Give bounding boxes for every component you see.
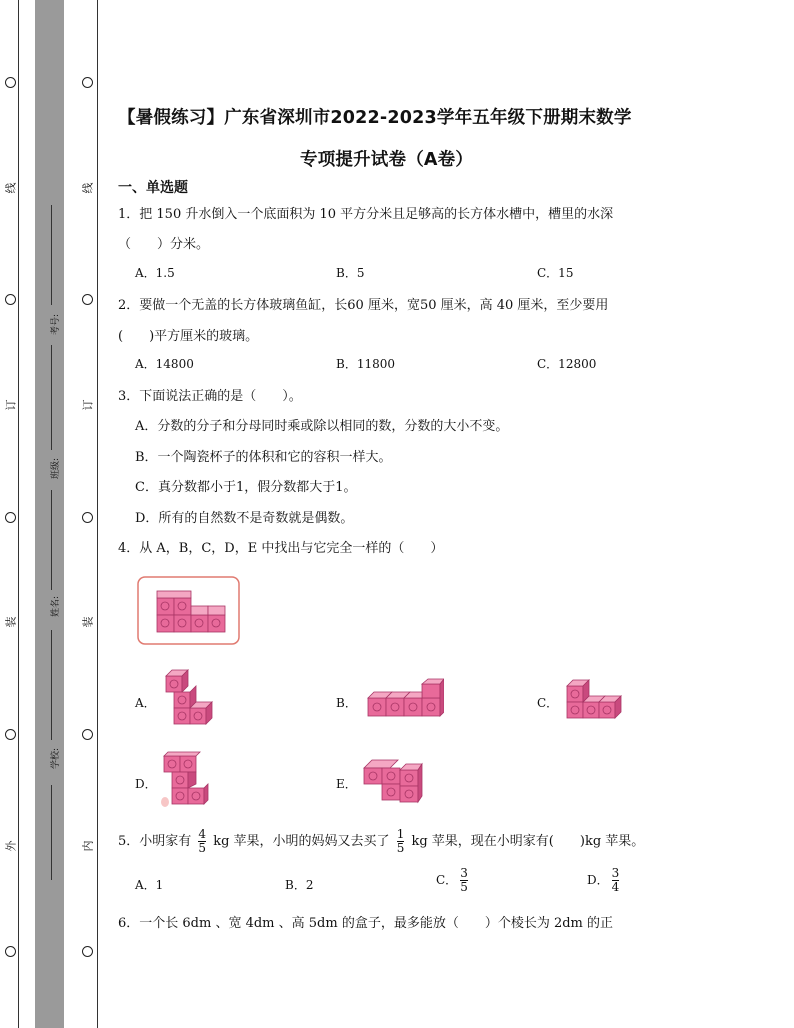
q3-option-a[interactable]: A．分数的分子和分母同时乘或除以相同的数，分数的大小不变。 bbox=[135, 419, 509, 434]
margin-char: 装 bbox=[4, 616, 18, 628]
q4-option-d[interactable]: D． bbox=[135, 777, 157, 791]
q4-option-a-figure bbox=[160, 668, 216, 730]
q5-optc-den: 5 bbox=[460, 880, 468, 894]
q5-option-a[interactable]: A．1 bbox=[135, 878, 164, 892]
q4-option-d-figure bbox=[158, 750, 214, 812]
section-heading: 一、单选题 bbox=[118, 180, 188, 196]
binding-hole bbox=[5, 77, 16, 88]
q5-optd-den: 4 bbox=[611, 880, 620, 894]
q1-option-a[interactable]: A．1.5 bbox=[135, 266, 175, 280]
binding-hole bbox=[5, 294, 16, 305]
page-subtitle: 专项提升试卷（A卷） bbox=[300, 150, 474, 170]
q4-option-c[interactable]: C． bbox=[537, 696, 559, 710]
binding-hole bbox=[82, 512, 93, 523]
margin-line-left bbox=[18, 0, 19, 1028]
q5-part1: 5．小明家有 bbox=[118, 834, 192, 849]
margin-char: 订 bbox=[4, 399, 18, 411]
q5-option-c-fraction bbox=[460, 867, 468, 894]
q4-option-b[interactable]: B． bbox=[336, 696, 357, 710]
margin-line-right bbox=[97, 0, 98, 1028]
q5-optc-num: 3 bbox=[460, 866, 468, 880]
question-1-text-cont: （ ）分米。 bbox=[118, 237, 210, 252]
field-line bbox=[51, 630, 52, 740]
question-5-text bbox=[118, 827, 644, 857]
question-2-text: 2．要做一个无盖的长方体玻璃鱼缸，长60 厘米，宽50 厘米，高 40 厘米，至少要用 bbox=[118, 298, 609, 313]
q4-option-e-figure bbox=[362, 756, 424, 806]
q5-frac2-den: 5 bbox=[396, 841, 405, 855]
q5-option-d-label: D． bbox=[587, 873, 609, 887]
field-exam-number: 考号: bbox=[51, 313, 62, 336]
q5-frac2-num: 1 bbox=[396, 827, 405, 841]
q5-option-d[interactable] bbox=[587, 865, 622, 895]
question-2-text-cont: ( )平方厘米的玻璃。 bbox=[118, 329, 259, 344]
q2-option-a[interactable]: A．14800 bbox=[135, 357, 194, 371]
q4-reference-figure bbox=[137, 576, 241, 646]
q5-fraction-1 bbox=[198, 828, 206, 855]
q5-option-c-label: C． bbox=[436, 873, 458, 887]
question-1-text: 1．把 150 升水倒入一个底面积为 10 平方分米且足够高的长方体水槽中，槽里的水深 bbox=[118, 207, 614, 222]
q4-option-e[interactable]: E． bbox=[336, 777, 357, 791]
binding-hole bbox=[82, 294, 93, 305]
q1-option-c[interactable]: C．15 bbox=[537, 266, 574, 280]
field-school: 学校: bbox=[51, 747, 62, 770]
margin-char: 外 bbox=[4, 840, 18, 852]
q2-option-c[interactable]: C．12800 bbox=[537, 357, 597, 371]
question-6-text: 6．一个长 6dm 、宽 4dm 、高 5dm 的盒子，最多能放（ ）个棱长为 2dm 的正 bbox=[118, 916, 614, 931]
field-name: 姓名: bbox=[51, 595, 62, 618]
question-4-text: 4．从 A，B，C，D，E 中找出与它完全一样的（ ） bbox=[118, 541, 444, 556]
binding-hole bbox=[82, 729, 93, 740]
q5-part3: kg 苹果，现在小明家有( )kg 苹果。 bbox=[411, 834, 645, 849]
q5-optd-num: 3 bbox=[611, 866, 620, 880]
q5-frac1-num: 4 bbox=[198, 827, 207, 841]
q4-option-b-figure bbox=[366, 678, 444, 720]
q5-option-d-fraction bbox=[612, 867, 620, 894]
field-line bbox=[51, 345, 52, 450]
q5-part2: kg 苹果，小明的妈妈又去买了 bbox=[213, 834, 390, 849]
q3-option-d[interactable]: D．所有的自然数不是奇数就是偶数。 bbox=[135, 511, 354, 526]
binding-hole bbox=[82, 77, 93, 88]
binding-hole bbox=[5, 512, 16, 523]
q2-option-b[interactable]: B．11800 bbox=[336, 357, 395, 371]
margin-char: 订 bbox=[81, 399, 95, 411]
margin-char: 装 bbox=[81, 616, 95, 628]
field-line bbox=[51, 785, 52, 880]
field-line bbox=[51, 205, 52, 305]
binding-strip bbox=[35, 0, 64, 1028]
binding-hole bbox=[82, 946, 93, 957]
margin-char: 内 bbox=[81, 840, 95, 852]
q5-option-b[interactable]: B．2 bbox=[285, 878, 314, 892]
q1-option-b[interactable]: B．5 bbox=[336, 266, 365, 280]
margin-char: 线 bbox=[4, 182, 18, 194]
q5-option-c[interactable] bbox=[436, 865, 471, 895]
field-line bbox=[51, 490, 52, 590]
q5-frac1-den: 5 bbox=[198, 841, 207, 855]
margin-char: 线 bbox=[81, 182, 95, 194]
binding-hole bbox=[5, 729, 16, 740]
question-3-text: 3．下面说法正确的是（ ）。 bbox=[118, 389, 302, 404]
q4-option-c-figure bbox=[563, 678, 627, 724]
q3-option-b[interactable]: B．一个陶瓷杯子的体积和它的容积一样大。 bbox=[135, 450, 392, 465]
q4-option-a[interactable]: A． bbox=[135, 696, 156, 710]
q3-option-c[interactable]: C．真分数都小于1，假分数都大于1。 bbox=[135, 480, 357, 495]
q5-fraction-2 bbox=[397, 828, 405, 855]
page-title: 【暑假练习】广东省深圳市2022-2023学年五年级下册期末数学 bbox=[118, 108, 632, 128]
binding-hole bbox=[5, 946, 16, 957]
field-class: 班级: bbox=[51, 457, 62, 480]
